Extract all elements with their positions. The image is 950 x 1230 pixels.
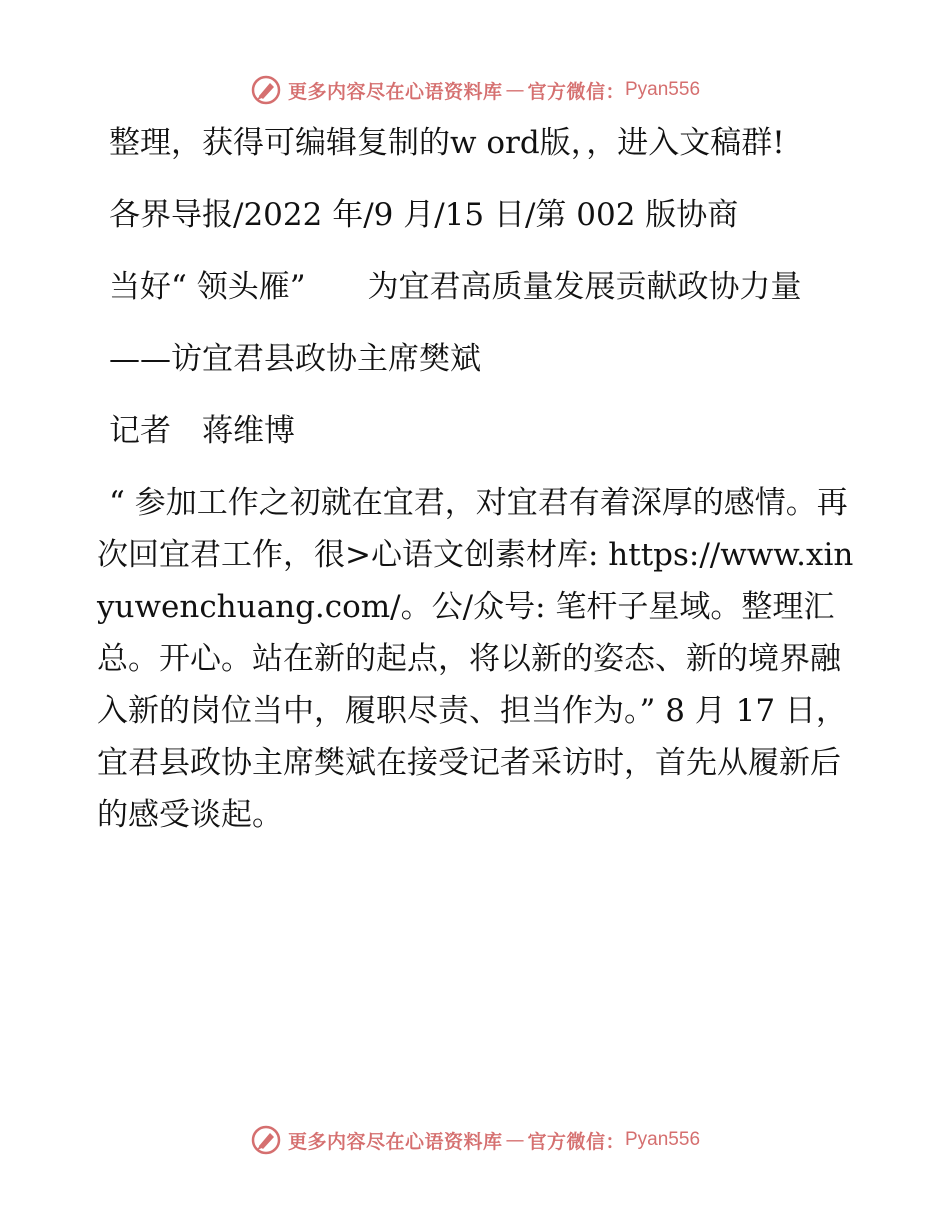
pen-nib-logo-icon [250, 1124, 282, 1156]
article-byline: 记者 蒋维博 [109, 413, 295, 449]
article-headline: 当好“ 领头雁” 为宜君高质量发展贡献政协力量 [109, 269, 802, 305]
header-watermark-banner [0, 70, 950, 110]
article-body-paragraph: “ 参加工作之初就在宜君，对宜君有着深厚的感情。再次回宜君工作，很>心语文创素材库: https://www.xinyuwenchuang.com/。公/众号: 笔杆子星域。整理汇总。开心。站在新的起点，将以新的姿态、新的境界融入新的岗位当中，履职尽责、担当作为。” 8 月 17 日，宜君县政协主席樊斌在接受记者采访时，首先从履新后的感受谈起。 [97, 485, 854, 833]
header-wechat-handle: Pyan556 [625, 79, 701, 100]
footer-separator: — [505, 1129, 525, 1151]
document-body [97, 117, 857, 841]
footer-wechat-handle: Pyan556 [625, 1129, 701, 1150]
footer-promo-text: 更多内容尽在心语资料库 [287, 1130, 503, 1153]
article-subtitle: ——访宜君县政协主席樊斌 [109, 341, 481, 377]
header-separator: — [505, 79, 525, 101]
source-line: 各界导报/2022 年/9 月/15 日/第 002 版协商 [109, 197, 739, 233]
intro-paragraph: 整理，获得可编辑复制的w ord版，，进入文稿群! [109, 125, 785, 161]
header-promo-text: 更多内容尽在心语资料库 [287, 80, 503, 103]
footer-watermark-banner [0, 1120, 950, 1160]
header-account-label: 官方微信： [527, 80, 625, 103]
pen-nib-logo-icon [250, 74, 282, 106]
footer-account-label: 官方微信： [527, 1130, 625, 1153]
